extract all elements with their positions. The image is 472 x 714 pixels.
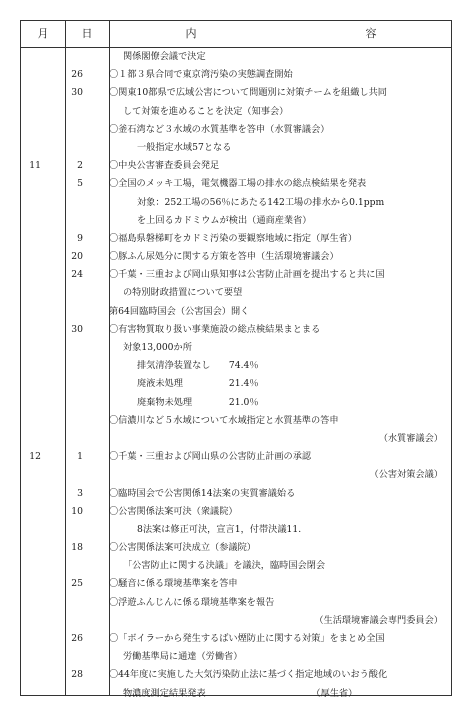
row-content: を上回るカドミウムが検出（通商産業省）: [137, 214, 312, 226]
table-row: [21, 103, 451, 121]
table-row: [21, 157, 451, 175]
table-row: [21, 466, 451, 484]
row-day: 2: [77, 160, 83, 172]
row-content: 〇信濃川など５水域について水域指定と水質基準の答申: [109, 414, 339, 426]
row-content: 廃液未処理 21.4％: [137, 378, 259, 390]
row-day: 25: [71, 578, 83, 590]
table-row: [21, 485, 451, 503]
table-row: [21, 612, 451, 630]
row-content: 〇「ボイラーから発生するばい煙防止に関する対策」をまとめ全国: [109, 633, 385, 644]
row-content: 〇福島県磐梯町をカドミ汚染の要観察地域に指定（厚生省）: [109, 232, 358, 244]
row-content: 廃棄物未処理 21.0％: [137, 396, 259, 408]
row-content: 〇中央公害審査委員会発足: [109, 160, 220, 172]
row-content: 〇１都３県合同で東京湾汚染の実態調査開始: [109, 69, 293, 81]
header-month: 月: [37, 27, 49, 40]
table-row: [21, 84, 451, 102]
row-day: 24: [71, 269, 83, 281]
row-day: 30: [71, 323, 83, 335]
row-day: 26: [71, 633, 83, 644]
row-content: 第64回臨時国会（公害国会）開く: [109, 305, 250, 317]
table-row: [21, 303, 451, 321]
table-body: [21, 48, 451, 703]
row-content: 物濃度測定結果発表 （厚生省）: [123, 687, 358, 699]
row-day: 1: [77, 451, 83, 463]
table-row: [21, 503, 451, 521]
table-row: [21, 394, 451, 412]
row-day: 26: [71, 69, 83, 81]
table-row: [21, 212, 451, 230]
table-row: [21, 430, 451, 448]
row-content: 〇騒音に係る環境基準案を答申: [109, 578, 238, 590]
row-content: 〇44年度に実施した大気汚染防止法に基づく指定地域のいおう酸化: [109, 669, 388, 681]
row-day: 10: [71, 505, 83, 517]
row-content: 〇公害関係法案可決（衆議院）: [109, 505, 238, 517]
row-day: 30: [71, 87, 83, 99]
table-row: [21, 375, 451, 393]
row-day: 18: [71, 542, 83, 554]
row-day: 28: [71, 669, 83, 681]
row-content: 〇公害関係法案可決成立（参議院）: [109, 542, 256, 554]
table-row: [21, 521, 451, 539]
table-row: [21, 194, 451, 212]
table-row: [21, 48, 451, 66]
row-content: して対策を進めることを決定（知事会）: [123, 105, 289, 117]
table-header: [21, 21, 451, 48]
table-row: [21, 666, 451, 684]
row-content: 〇浮遊ふんじんに係る環境基準案を報告: [109, 596, 275, 608]
table-row: [21, 266, 451, 284]
row-content: 一般指定水域57となる: [137, 141, 232, 153]
table-row: [21, 339, 451, 357]
table-row: [21, 284, 451, 302]
table-row: [21, 357, 451, 375]
table-row: [21, 594, 451, 612]
row-content: の特別財政措置について要望: [123, 287, 243, 299]
row-content: 〇有害物質取り扱い事業施設の総点検結果まとまる: [109, 323, 321, 335]
table-row: [21, 248, 451, 266]
row-content: 〇豚ふん尿処分に関する方策を答申（生活環境審議会）: [109, 251, 339, 263]
header-content-b: 容: [365, 27, 377, 40]
table-row: [21, 557, 451, 575]
table-row: [21, 685, 451, 703]
table-row: [21, 139, 451, 157]
table-row: [21, 630, 451, 648]
row-day: 5: [77, 178, 83, 190]
row-content: （生活環境審議会専門委員会）: [314, 614, 443, 626]
row-content: 対象：252工場の56％にあたる142工場の排水から0.1ppm: [137, 196, 385, 208]
row-content: 〇関東10都県で広域公害について問題別に対策チームを組織し共同: [109, 87, 387, 99]
row-content: 関係閣僚会議で決定: [123, 51, 206, 62]
table-row: [21, 448, 451, 466]
row-content: 排気清浄装置なし 74.4％: [137, 360, 259, 372]
chronology-table: [20, 20, 452, 699]
table-row: [21, 66, 451, 84]
row-day: 20: [71, 251, 83, 263]
table-row: [21, 412, 451, 430]
table-row: [21, 539, 451, 557]
row-content: 対象13,000か所: [123, 342, 192, 353]
row-content: 〇臨時国会で公害関係14法案の実質審議始る: [109, 487, 296, 499]
row-content: 労働基準局に通達（労働省）: [123, 651, 243, 663]
row-content: 「公害防止に関する決議」を議決，臨時国会閉会: [123, 560, 326, 572]
table-row: [21, 121, 451, 139]
table-row: [21, 575, 451, 593]
table-row: [21, 230, 451, 248]
header-day: 日: [81, 27, 93, 40]
row-content: 8法案は修正可決，宣言1，付帯決議11.: [137, 523, 302, 535]
row-month: 12: [29, 451, 41, 463]
row-content: 〇千葉・三重および岡山県の公害防止計画の承認: [109, 451, 312, 463]
row-content: 〇全国のメッキ工場，電気機器工場の排水の総点検結果を発表: [109, 178, 367, 190]
header-content-a: 内: [185, 27, 197, 40]
row-content: （水質審議会）: [378, 432, 443, 444]
row-day: 3: [77, 487, 83, 499]
row-month: 11: [29, 160, 41, 172]
row-content: 〇釜石湾など３水域の水質基準を答申（水質審議会）: [109, 123, 330, 135]
table-row: [21, 175, 451, 193]
table-row: [21, 321, 451, 339]
row-day: 9: [77, 232, 83, 244]
row-content: 〇千葉・三重および岡山県知事は公害防止計画を提出すると共に国: [109, 269, 385, 281]
row-content: （公害対策会議）: [369, 469, 443, 481]
table-row: [21, 648, 451, 666]
